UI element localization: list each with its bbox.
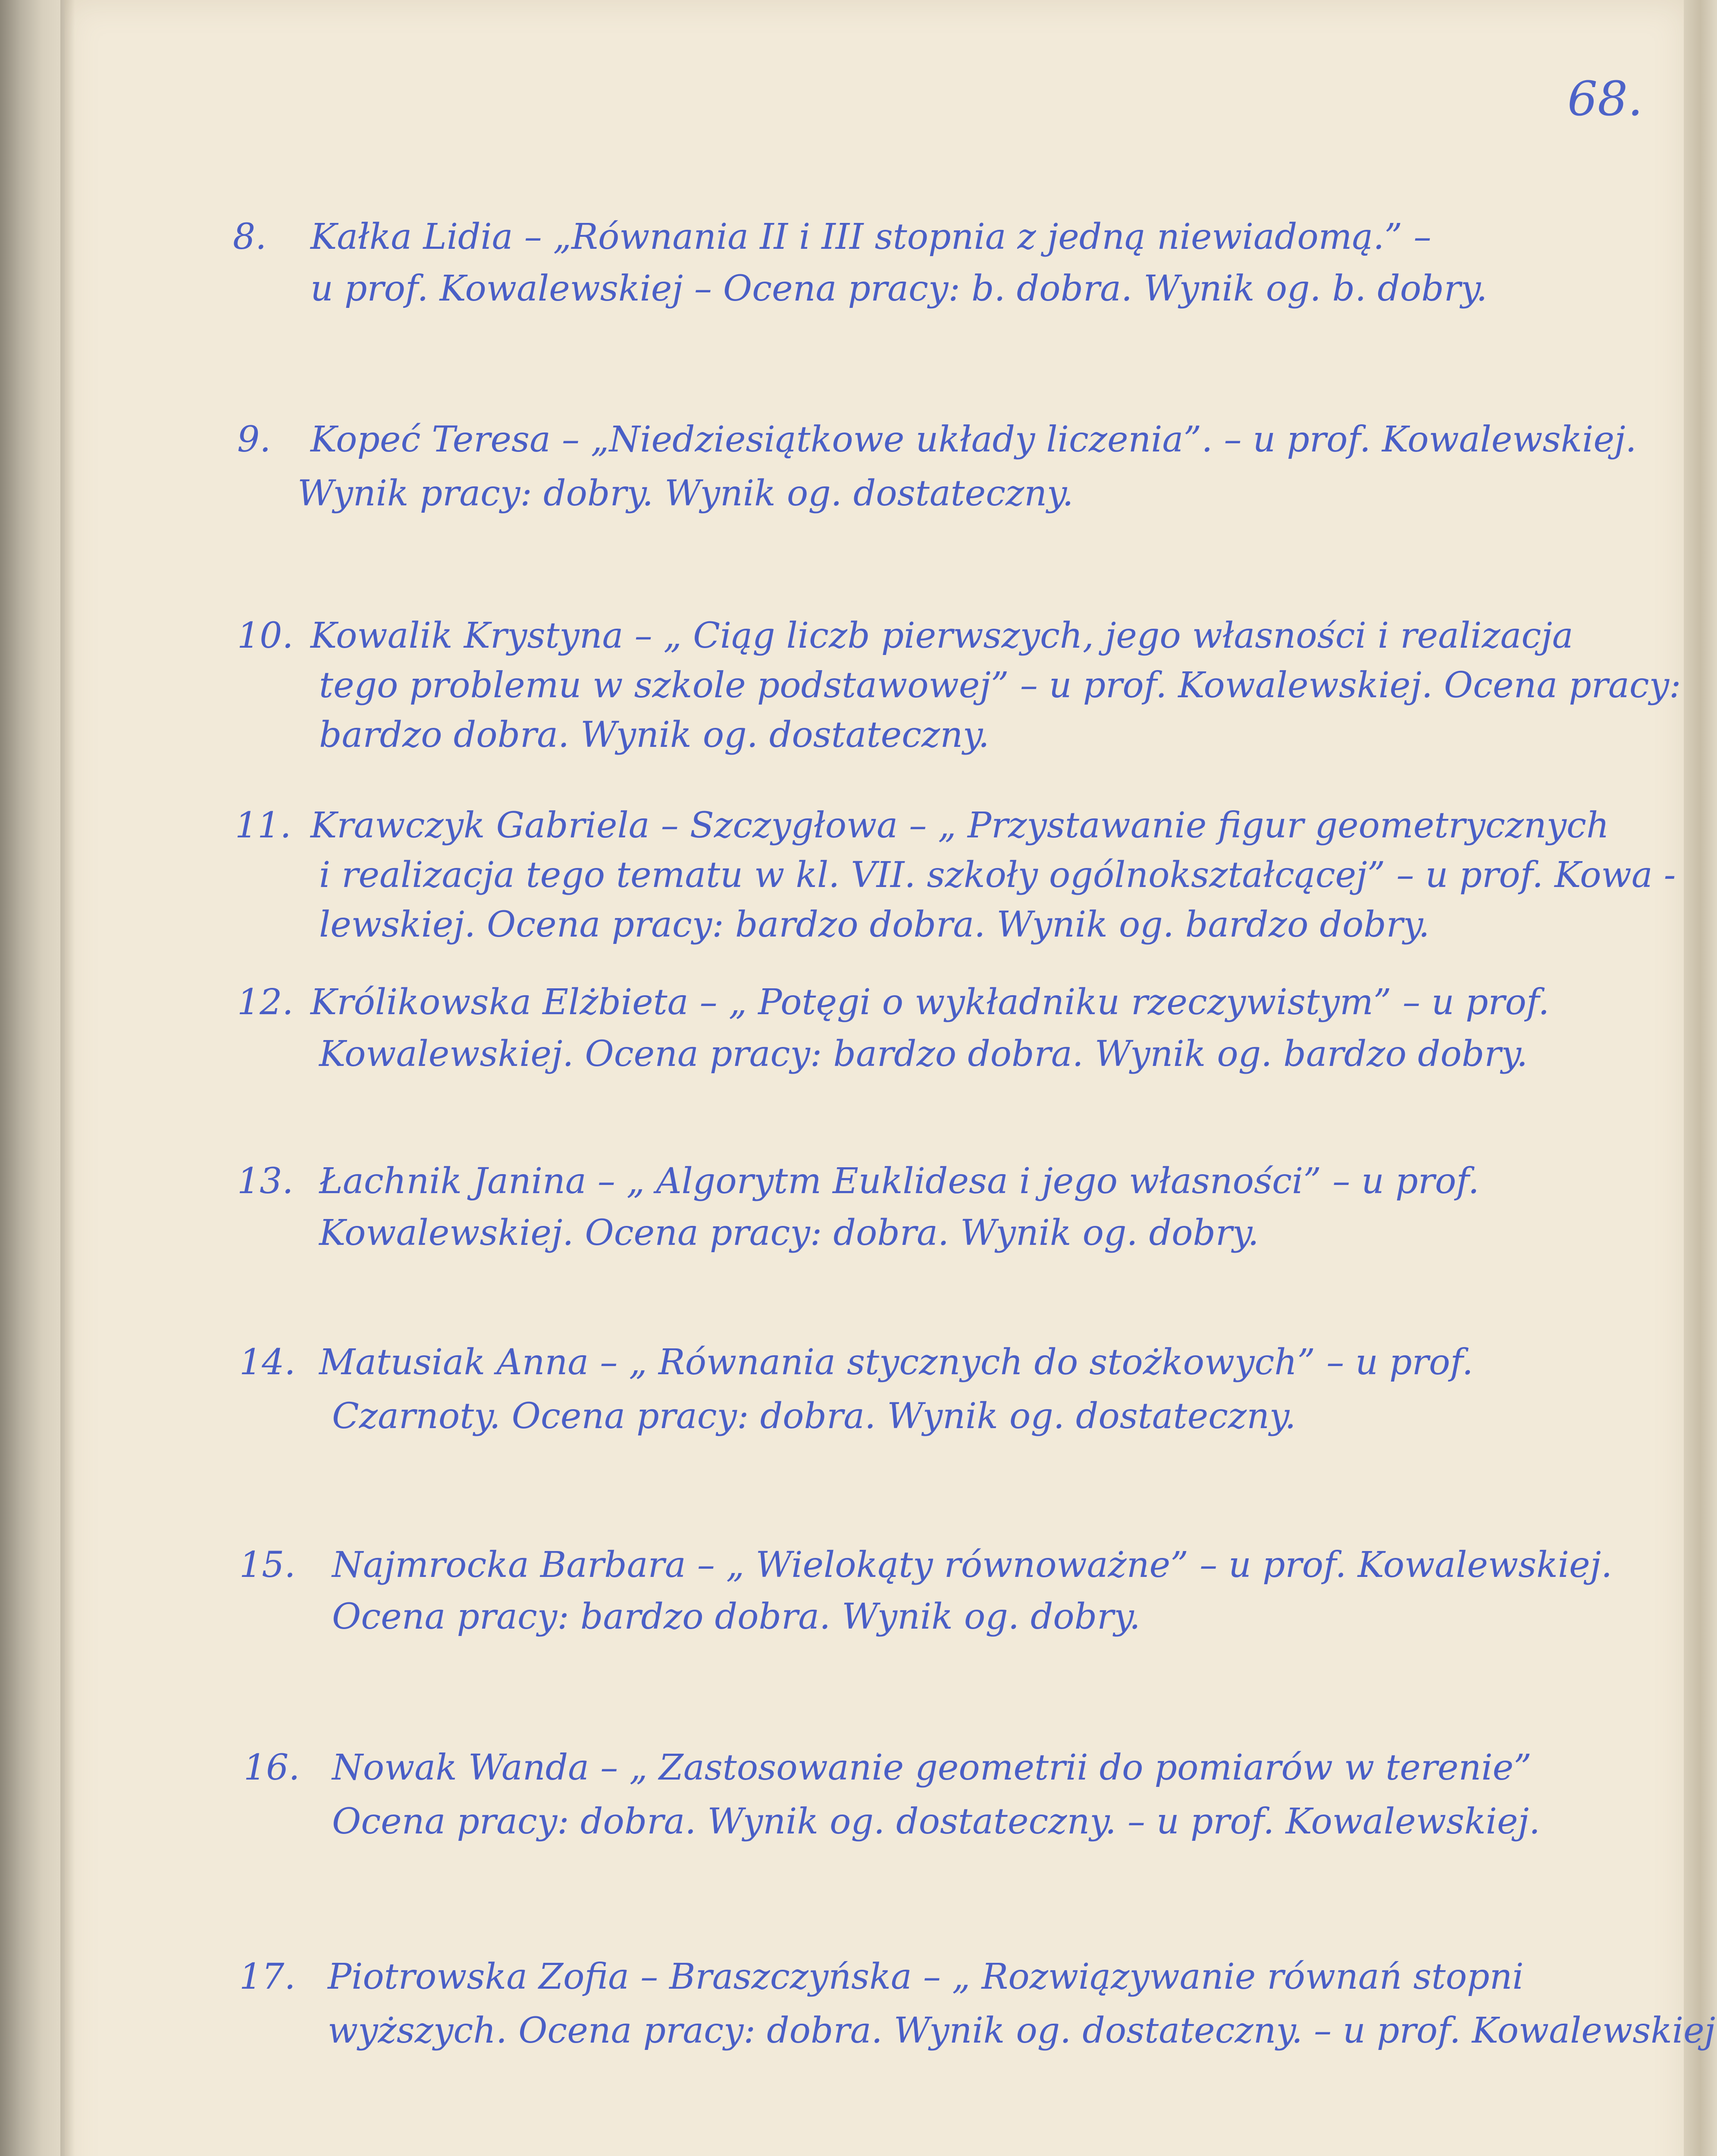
entry-line: Kowalik Krystyna – „ Ciąg liczb pierwszych, jego własności i realizacja (310, 615, 1573, 656)
entry-line: Ocena pracy: bardzo dobra. Wynik og. dobry. (332, 1596, 1140, 1637)
entry-line: Wynik pracy: dobry. Wynik og. dostateczny. (298, 473, 1074, 514)
book-binding (0, 0, 60, 2156)
entry-number: 16. (244, 1747, 300, 1788)
entry-number: 9. (237, 419, 271, 460)
entry-number: 12. (237, 982, 294, 1023)
entry-line: Piotrowska Zofia – Braszczyńska – „ Rozwiązywanie równań stopni (328, 1956, 1524, 1997)
entry-line: Nowak Wanda – „ Zastosowanie geometrii do pomiarów w terenie” (332, 1747, 1532, 1788)
entry-number: 14. (239, 1342, 296, 1383)
entry-line: Kałka Lidia – „Równania II i III stopnia z jedną niewiadomą.” – (310, 216, 1432, 257)
entry-line: Matusiak Anna – „ Równania stycznych do stożkowych” – u prof. (319, 1342, 1473, 1383)
entry-line: Kowalewskiej. Ocena pracy: bardzo dobra. Wynik og. bardzo dobry. (319, 1034, 1528, 1075)
entry-line: Najmrocka Barbara – „ Wielokąty równoważne” – u prof. Kowalewskiej. (332, 1545, 1613, 1586)
entry-line: bardzo dobra. Wynik og. dostateczny. (319, 714, 990, 755)
entry-line: Krawczyk Gabriela – Szczygłowa – „ Przystawanie figur geometrycznych (310, 805, 1609, 846)
entry-line: lewskiej. Ocena pracy: bardzo dobra. Wynik og. bardzo dobry. (319, 904, 1430, 945)
entry-line: Kowalewskiej. Ocena pracy: dobra. Wynik og. dobry. (319, 1213, 1259, 1253)
binding-shadow (60, 0, 75, 2156)
entry-line: Ocena pracy: dobra. Wynik og. dostateczny. – u prof. Kowalewskiej. (332, 1801, 1540, 1842)
page-edge (1684, 0, 1717, 2156)
entry-line: i realizacja tego tematu w kl. VII. szkoły ogólnokształcącej” – u prof. Kowa - (319, 855, 1676, 896)
entry-number: 17. (239, 1956, 296, 1997)
entry-line: Kopeć Teresa – „Niedziesiątkowe układy liczenia”. – u prof. Kowalewskiej. (310, 419, 1637, 460)
entry-line: Łachnik Janina – „ Algorytm Euklidesa i jego własności” – u prof. (319, 1161, 1479, 1202)
entry-line: tego problemu w szkole podstawowej” – u prof. Kowalewskiej. Ocena pracy: (319, 665, 1681, 706)
entry-line: wyższych. Ocena pracy: dobra. Wynik og. dostateczny. – u prof. Kowalewskiej (328, 2010, 1716, 2051)
entry-number: 8. (233, 216, 267, 257)
entry-number: 10. (237, 615, 294, 656)
entry-line: Królikowska Elżbieta – „ Potęgi o wykładniku rzeczywistym” – u prof. (310, 982, 1550, 1023)
entry-number: 11. (235, 805, 291, 846)
entry-line: u prof. Kowalewskiej – Ocena pracy: b. dobra. Wynik og. b. dobry. (310, 268, 1488, 309)
entry-number: 15. (239, 1545, 296, 1586)
entry-line: Czarnoty. Ocena pracy: dobra. Wynik og. dostateczny. (332, 1396, 1296, 1437)
entry-number: 13. (237, 1161, 294, 1202)
page-number: 68. (1567, 71, 1643, 126)
